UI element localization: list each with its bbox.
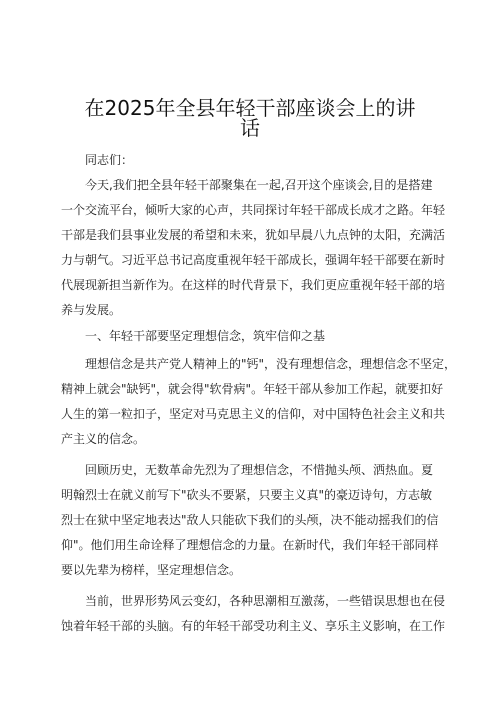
paragraph-line: 理想信念是共产党人精神上的"钙"，没有理想信念，理想信念不坚定， [85,357,457,371]
paragraph-line: 仰"。他们用生命诠释了理想信念的力量。在新时代，我们年轻干部同样 [61,538,439,552]
paragraph-line: 力与朝气。习近平总书记高度重视年轻干部成长，强调年轻干部要在新时 [61,253,446,267]
document-title-line-2: 话 [240,116,260,140]
paragraph-line: 蚀着年轻干部的头脑。有的年轻干部受功利主义、享乐主义影响，在工作 [61,619,446,633]
paragraph-line: 回顾历史，无数革命先烈为了理想信念，不惜抛头颅、洒热血。夏 [85,463,434,477]
section-heading: 一、年轻干部要坚定理想信念，筑牢信仰之基 [85,329,326,343]
paragraph-line: 一个交流平台，倾听大家的心声，共同探讨年轻干部成长成才之路。年轻 [61,203,446,217]
paragraph-line: 代展现新担当新作为。在这样的时代背景下，我们更应重视年轻干部的培 [61,278,446,292]
paragraph-line: 烈士在狱中坚定地表达"敌人只能砍下我们的头颅，决不能动摇我们的信 [61,513,439,527]
paragraph-line: 明翰烈士在就义前写下"砍头不要紧，只要主义真"的豪迈诗句，方志敏 [61,488,433,502]
paragraph-line: 养与发展。 [61,303,122,317]
salutation: 同志们： [85,153,134,167]
paragraph-line: 要以先辈为榜样，坚定理想信念。 [61,563,242,577]
paragraph-line: 今天,我们把全县年轻干部聚集在一起,召开这个座谈会,目的是搭建 [85,178,433,192]
paragraph-line: 当前，世界形势风云变幻，各种思潮相互激荡，一些错误思想也在侵 [85,594,446,608]
paragraph-line: 产主义的信念。 [61,432,146,446]
paragraph-line: 精神上就会"缺钙"，就会得"软骨病"。年轻干部从参加工作起，就要扣好 [61,382,444,396]
document-title-line-1: 在2025年全县年轻干部座谈会上的讲 [84,96,416,120]
paragraph-line: 人生的第一粒扣子，坚定对马克思主义的信仰，对中国特色社会主义和共 [61,407,446,421]
paragraph-line: 干部是我们县事业发展的希望和未来，犹如早晨八九点钟的太阳，充满活 [61,228,446,242]
